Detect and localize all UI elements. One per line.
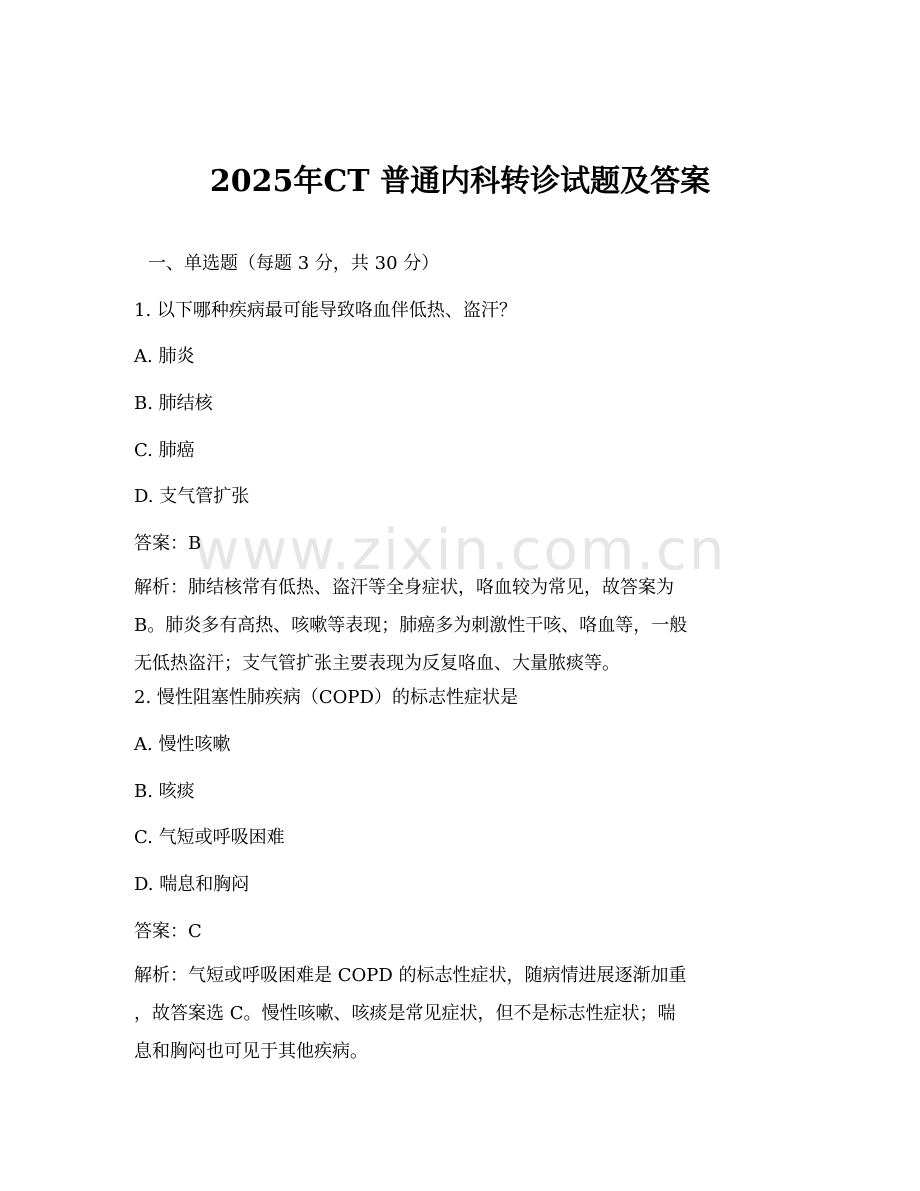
explanation-line: 解析：气短或呼吸困难是 COPD 的标志性症状，随病情进展逐渐加重	[134, 965, 687, 986]
explanation-line: 无低热盗汗；支气管扩张主要表现为反复咯血、大量脓痰等。	[134, 653, 620, 674]
watermark: www.zixin.com.cn	[193, 518, 727, 583]
question-1-explanation	[134, 569, 784, 683]
section-heading: 一、单选题（每题 3 分，共 30 分）	[148, 253, 440, 274]
question-1-option-b: B. 肺结核	[134, 393, 213, 414]
question-2-option-d: D. 喘息和胸闷	[134, 874, 250, 895]
question-2-option-c: C. 气短或呼吸困难	[134, 827, 285, 848]
question-2-stem: 2. 慢性阻塞性肺疾病（COPD）的标志性症状是	[134, 687, 518, 708]
question-1-option-a: A. 肺炎	[134, 346, 195, 367]
explanation-line: B。肺炎多有高热、咳嗽等表现；肺癌多为刺激性干咳、咯血等，一般	[134, 615, 688, 636]
question-2-answer: 答案：C	[134, 921, 202, 942]
question-2-option-b: B. 咳痰	[134, 781, 195, 802]
question-1-option-d: D. 支气管扩张	[134, 486, 250, 507]
question-1-answer: 答案：B	[134, 533, 202, 554]
explanation-line: 解析：肺结核常有低热、盗汗等全身症状，咯血较为常见，故答案为	[134, 577, 674, 598]
explanation-line: ，故答案选 C。慢性咳嗽、咳痰是常见症状，但不是标志性症状；喘	[134, 1003, 676, 1024]
document-title: 2025年CT 普通内科转诊试题及答案	[209, 164, 711, 199]
explanation-line: 息和胸闷也可见于其他疾病。	[134, 1041, 368, 1062]
question-2-option-a: A. 慢性咳嗽	[134, 734, 231, 755]
question-2-explanation	[134, 957, 784, 1071]
question-1-option-c: C. 肺癌	[134, 440, 195, 461]
question-1-stem: 1. 以下哪种疾病最可能导致咯血伴低热、盗汗？	[134, 300, 517, 321]
